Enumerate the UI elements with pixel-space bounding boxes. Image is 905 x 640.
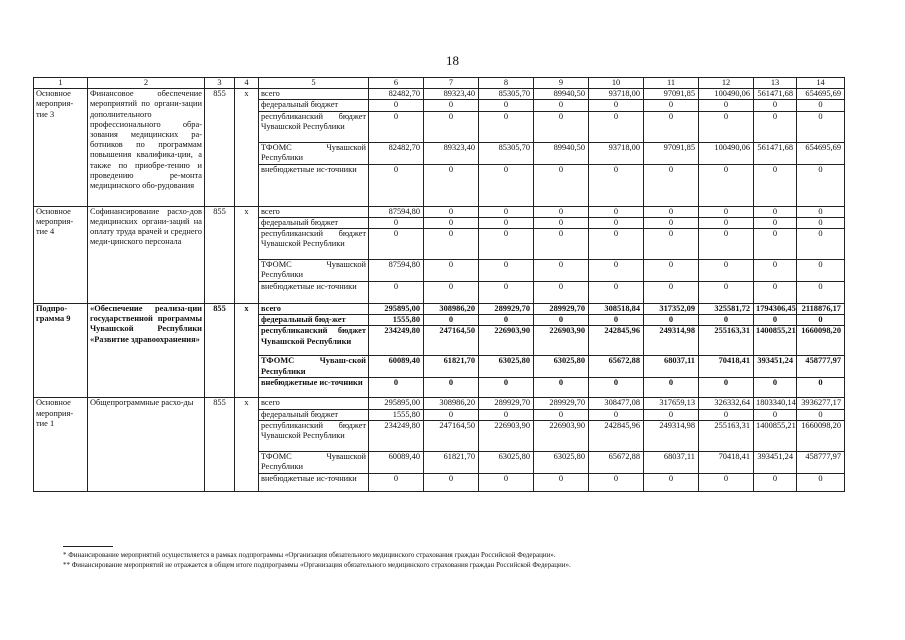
value-cell: 0 [754,378,797,398]
funding-source-label: республиканский бюджет Чувашской Республики [259,111,369,142]
value-cell: 0 [797,164,845,206]
value-cell: 0 [479,473,534,491]
value-cell: 0 [589,206,644,217]
value-cell: 242845,96 [589,326,644,356]
value-cell: 0 [369,473,424,491]
value-cell: 247164,50 [424,420,479,451]
value-cell: 247164,50 [424,326,479,356]
value-cell: 0 [797,315,845,326]
value-cell: 289929,70 [534,304,589,315]
value-cell: 295895,00 [369,398,424,409]
funding-source-label: ТФОМС Чуваш-ской Республики [259,356,369,378]
value-cell: 0 [644,409,699,420]
value-cell: 0 [644,206,699,217]
value-cell: 0 [424,378,479,398]
column-number-9: 9 [534,78,589,89]
column-number-7: 7 [424,78,479,89]
value-cell: 0 [754,164,797,206]
value-cell: 0 [797,409,845,420]
value-cell: 0 [479,315,534,326]
value-cell: 0 [534,111,589,142]
value-cell: 0 [699,217,754,228]
value-cell: 0 [424,164,479,206]
responsible-code-cell: 855 [205,398,235,491]
value-cell: 0 [644,164,699,206]
funding-source-label: всего [259,206,369,217]
value-cell: 0 [479,378,534,398]
value-cell: 0 [754,473,797,491]
value-cell: 0 [534,164,589,206]
column-number-8: 8 [479,78,534,89]
value-cell: 0 [797,282,845,304]
value-cell: 93718,00 [589,89,644,100]
funding-source-label: федеральный бюджет [259,217,369,228]
value-cell: 0 [754,409,797,420]
funding-source-label: всего [259,398,369,409]
funding-source-label: ТФОМС Чувашской Республики [259,451,369,473]
value-cell: 289929,70 [534,398,589,409]
value-cell: 0 [644,229,699,260]
value-cell: 68037,11 [644,356,699,378]
value-cell: 249314,98 [644,420,699,451]
funding-source-label: внебюджетные ис-точники [259,378,369,398]
value-cell: 0 [699,111,754,142]
column-number-10: 10 [589,78,644,89]
block-description-cell: «Обеспечение реализа-ции государственной программы Чувашской Республики «Развитие здравоохранения» [88,304,205,398]
value-cell: 0 [479,164,534,206]
value-cell: 0 [699,206,754,217]
value-cell: 308477,08 [589,398,644,409]
value-cell: 255163,31 [699,420,754,451]
value-cell: 0 [589,229,644,260]
value-cell: 0 [699,229,754,260]
footnotes [63,546,571,570]
value-cell: 0 [589,260,644,282]
code-cell: x [235,398,259,491]
column-number-13: 13 [754,78,797,89]
value-cell: 97091,85 [644,142,699,164]
value-cell: 70418,41 [699,451,754,473]
column-number-5: 5 [259,78,369,89]
funding-source-label: всего [259,304,369,315]
funding-source-label: федеральный бюджет [259,100,369,111]
value-cell: 60089,40 [369,451,424,473]
value-cell: 0 [424,282,479,304]
value-cell: 0 [534,206,589,217]
table-row [34,206,845,217]
value-cell: 0 [534,409,589,420]
value-cell: 1660098,20 [797,326,845,356]
code-cell: x [235,89,259,206]
value-cell: 0 [699,409,754,420]
value-cell: 0 [369,100,424,111]
value-cell: 0 [424,409,479,420]
value-cell: 0 [797,206,845,217]
value-cell: 234249,80 [369,420,424,451]
value-cell: 0 [369,111,424,142]
value-cell: 85305,70 [479,89,534,100]
value-cell: 0 [534,100,589,111]
value-cell: 0 [699,282,754,304]
value-cell: 0 [479,206,534,217]
value-cell: 63025,80 [479,356,534,378]
value-cell: 0 [754,111,797,142]
value-cell: 65672,88 [589,451,644,473]
value-cell: 0 [797,100,845,111]
value-cell: 0 [754,217,797,228]
footnote-rule [63,546,113,547]
value-cell: 0 [479,282,534,304]
value-cell: 226903,90 [479,420,534,451]
value-cell: 561471,68 [754,142,797,164]
value-cell: 89940,50 [534,142,589,164]
value-cell: 0 [797,111,845,142]
value-cell: 1660098,20 [797,420,845,451]
value-cell: 0 [699,260,754,282]
value-cell: 65672,88 [589,356,644,378]
block-title-cell: Основное мероприя-тие 4 [34,206,88,303]
value-cell: 0 [424,260,479,282]
value-cell: 0 [589,282,644,304]
value-cell: 0 [754,260,797,282]
value-cell: 654695,69 [797,89,845,100]
value-cell: 0 [699,100,754,111]
value-cell: 317659,13 [644,398,699,409]
value-cell: 89323,40 [424,142,479,164]
value-cell: 0 [479,217,534,228]
funding-source-label: внебюджетные ис-точники [259,282,369,304]
value-cell: 0 [534,229,589,260]
value-cell: 0 [644,100,699,111]
value-cell: 226903,90 [534,326,589,356]
code-cell: x [235,304,259,398]
value-cell: 0 [699,473,754,491]
value-cell: 1803340,14 [754,398,797,409]
value-cell: 326332,64 [699,398,754,409]
value-cell: 0 [534,315,589,326]
funding-source-label: республиканский бюджет Чувашской Республики [259,420,369,451]
funding-source-label: республиканский бюджет Чувашской Республики [259,326,369,356]
column-number-1: 1 [34,78,88,89]
value-cell: 393451,24 [754,451,797,473]
funding-source-label: внебюджетные ис-точники [259,164,369,206]
value-cell: 0 [424,111,479,142]
value-cell: 0 [797,229,845,260]
funding-source-label: всего [259,89,369,100]
value-cell: 63025,80 [479,451,534,473]
value-cell: 0 [644,473,699,491]
block-description-cell: Финансовое обеспечение мероприятий по органи-зации дополнительного профессионального обра-зования медицинских ра-ботников по программам повышения квалифика-ции, а также по приобре-тению и проведению ре-монта медицинского обо-рудования [88,89,205,206]
value-cell: 393451,24 [754,356,797,378]
value-cell: 100490,06 [699,142,754,164]
responsible-code-cell: 855 [205,304,235,398]
value-cell: 61821,70 [424,356,479,378]
value-cell: 0 [754,229,797,260]
value-cell: 226903,90 [534,420,589,451]
value-cell: 0 [479,229,534,260]
value-cell: 100490,06 [699,89,754,100]
value-cell: 0 [589,409,644,420]
table-row [34,89,845,100]
value-cell: 89323,40 [424,89,479,100]
value-cell: 0 [797,217,845,228]
value-cell: 0 [424,206,479,217]
value-cell: 458777,97 [797,451,845,473]
value-cell: 249314,98 [644,326,699,356]
value-cell: 308986,20 [424,398,479,409]
value-cell: 1555,80 [369,409,424,420]
value-cell: 317352,09 [644,304,699,315]
value-cell: 61821,70 [424,451,479,473]
column-number-11: 11 [644,78,699,89]
value-cell: 325581,72 [699,304,754,315]
value-cell: 1555,80 [369,315,424,326]
value-cell: 226903,90 [479,326,534,356]
value-cell: 3936277,17 [797,398,845,409]
footnote-2: ** Финансирование мероприятий не отражается в общем итоге подпрограммы «Организация обязательного медицинского страхования граждан Российской Федерации». [63,561,571,569]
funding-source-label: ТФОМС Чувашской Республики [259,260,369,282]
value-cell: 0 [479,260,534,282]
column-number-14: 14 [797,78,845,89]
value-cell: 0 [369,378,424,398]
value-cell: 0 [644,111,699,142]
value-cell: 0 [369,229,424,260]
block-description-cell: Софинансирование расхо-дов медицинских органи-заций на оплату труда врачей и среднего меди-цинского персонала [88,206,205,303]
funding-source-label: республиканский бюджет Чувашской Республики [259,229,369,260]
value-cell: 234249,80 [369,326,424,356]
value-cell: 0 [644,217,699,228]
value-cell: 1794306,45 [754,304,797,315]
value-cell: 0 [534,217,589,228]
value-cell: 0 [479,111,534,142]
column-number-4: 4 [235,78,259,89]
column-number-12: 12 [699,78,754,89]
value-cell: 0 [424,315,479,326]
value-cell: 0 [424,100,479,111]
value-cell: 87594,80 [369,260,424,282]
funding-source-label: внебюджетные ис-точники [259,473,369,491]
funding-source-label: ТФОМС Чувашской Республики [259,142,369,164]
value-cell: 0 [369,282,424,304]
value-cell: 0 [534,282,589,304]
value-cell: 0 [369,164,424,206]
column-number-6: 6 [369,78,424,89]
value-cell: 0 [534,473,589,491]
value-cell: 242845,96 [589,420,644,451]
value-cell: 289929,70 [479,304,534,315]
value-cell: 308986,20 [424,304,479,315]
value-cell: 0 [644,378,699,398]
value-cell: 0 [589,315,644,326]
block-description-cell: Общепрограммные расхо-ды [88,398,205,491]
responsible-code-cell: 855 [205,206,235,303]
value-cell: 0 [424,217,479,228]
value-cell: 0 [589,111,644,142]
value-cell: 0 [589,100,644,111]
table-row [34,304,845,315]
value-cell: 63025,80 [534,451,589,473]
value-cell: 0 [534,378,589,398]
responsible-code-cell: 855 [205,89,235,206]
value-cell: 0 [589,473,644,491]
value-cell: 0 [424,229,479,260]
value-cell: 561471,68 [754,89,797,100]
value-cell: 0 [699,164,754,206]
budget-table [33,77,845,492]
value-cell: 458777,97 [797,356,845,378]
value-cell: 0 [589,164,644,206]
value-cell: 0 [754,282,797,304]
block-title-cell: Основное мероприя-тие 3 [34,89,88,206]
value-cell: 0 [797,378,845,398]
value-cell: 0 [534,260,589,282]
value-cell: 0 [699,315,754,326]
value-cell: 0 [797,473,845,491]
value-cell: 255163,31 [699,326,754,356]
value-cell: 0 [754,100,797,111]
block-title-cell: Подпро-грамма 9 [34,304,88,398]
value-cell: 89940,50 [534,89,589,100]
value-cell: 0 [479,100,534,111]
value-cell: 1400855,21 [754,326,797,356]
value-cell: 295895,00 [369,304,424,315]
funding-source-label: федеральный бюджет [259,409,369,420]
value-cell: 93718,00 [589,142,644,164]
column-number-row [34,78,845,89]
value-cell: 85305,70 [479,142,534,164]
value-cell: 289929,70 [479,398,534,409]
value-cell: 0 [424,473,479,491]
value-cell: 0 [479,409,534,420]
column-number-2: 2 [88,78,205,89]
code-cell: x [235,206,259,303]
value-cell: 68037,11 [644,451,699,473]
value-cell: 97091,85 [644,89,699,100]
value-cell: 308518,84 [589,304,644,315]
value-cell: 63025,80 [534,356,589,378]
value-cell: 0 [644,260,699,282]
block-title-cell: Основное мероприя-тие 1 [34,398,88,491]
value-cell: 0 [754,315,797,326]
value-cell: 82482,70 [369,89,424,100]
value-cell: 0 [369,217,424,228]
column-number-3: 3 [205,78,235,89]
value-cell: 87594,80 [369,206,424,217]
value-cell: 70418,41 [699,356,754,378]
value-cell: 0 [754,206,797,217]
budget-table-body [34,78,845,492]
value-cell: 2118876,17 [797,304,845,315]
footnote-1: * Финансирование мероприятий осуществляется в рамках подпрограммы «Организация обязательного медицинского страхования граждан Российской Федерации». [63,551,556,559]
value-cell: 0 [699,378,754,398]
funding-source-label: федеральный бюд-жет [259,315,369,326]
value-cell: 0 [644,282,699,304]
value-cell: 0 [589,378,644,398]
value-cell: 0 [797,260,845,282]
value-cell: 654695,69 [797,142,845,164]
value-cell: 60089,40 [369,356,424,378]
value-cell: 0 [589,217,644,228]
page-number: 18 [446,53,459,68]
table-row [34,398,845,409]
value-cell: 1400855,21 [754,420,797,451]
value-cell: 0 [644,315,699,326]
value-cell: 82482,70 [369,142,424,164]
